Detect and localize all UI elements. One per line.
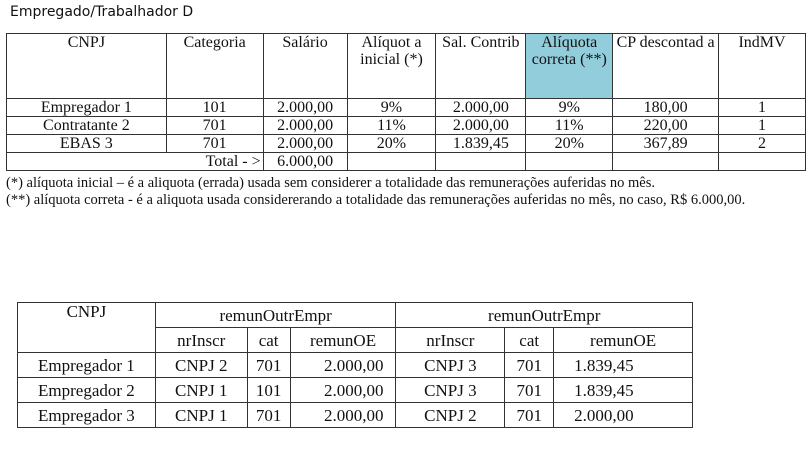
table-cell: 701 — [247, 353, 290, 378]
section-title: Empregado/Trabalhador D — [10, 4, 194, 20]
table-cell: Empregador 1 — [18, 353, 156, 378]
table-cell: CNPJ 3 — [396, 378, 505, 403]
table-cell: 701 — [166, 117, 263, 135]
header-cell: IndMV — [719, 34, 806, 99]
table-cell: 1 — [719, 117, 806, 135]
table-cell: Empregador 2 — [18, 378, 156, 403]
table-cell: 9% — [526, 99, 613, 117]
total-value: 6.000,00 — [263, 153, 347, 171]
table-cell: 9% — [347, 99, 436, 117]
table-cell: 1.839,45 — [554, 378, 693, 403]
table-cell: 2.000,00 — [263, 99, 347, 117]
header-cell: CNPJ — [7, 34, 167, 99]
table-cell: 2.000,00 — [290, 378, 396, 403]
table-cell: CNPJ 2 — [155, 353, 247, 378]
subheader-cell: nrInscr — [396, 328, 505, 353]
total-row — [7, 153, 806, 171]
header-cell-highlighted: Alíquota correta (**) — [526, 34, 613, 99]
table-cell: 367,89 — [613, 135, 719, 153]
table-row — [7, 117, 806, 135]
table-cell: 2.000,00 — [436, 117, 526, 135]
table-cell: Empregador 3 — [18, 403, 156, 428]
header-cell: Alíquot a inicial (*) — [347, 34, 436, 99]
table-cell: CNPJ 3 — [396, 353, 505, 378]
subheader-cell: remunOE — [290, 328, 396, 353]
contribution-table — [6, 33, 806, 171]
header-cell: Categoria — [166, 34, 263, 99]
table-cell: 701 — [166, 135, 263, 153]
table-cell: 180,00 — [613, 99, 719, 117]
table-cell: 701 — [505, 353, 554, 378]
table-header-row — [18, 303, 693, 328]
table-cell: 11% — [526, 117, 613, 135]
header-cell: Sal. Contrib — [436, 34, 526, 99]
table-cell: 11% — [347, 117, 436, 135]
table-cell: CNPJ 2 — [396, 403, 505, 428]
table-row — [7, 99, 806, 117]
table-cell: 20% — [526, 135, 613, 153]
table-row — [7, 135, 806, 153]
footnote: (**) alíquota correta - é a aliquota usada considererando a totalidade das remunerações auferidas no mês, no caso, R$ 6.000,00. — [6, 192, 746, 208]
header-cell: CP descontad a — [613, 34, 719, 99]
table-row — [18, 353, 693, 378]
header-cell: Salário — [263, 34, 347, 99]
table-row — [18, 378, 693, 403]
subheader-cell: nrInscr — [155, 328, 247, 353]
subheader-cell: cat — [247, 328, 290, 353]
table-cell: 2.000,00 — [290, 353, 396, 378]
table-row — [18, 403, 693, 428]
table-cell: CNPJ 1 — [155, 378, 247, 403]
table-header-row — [7, 34, 806, 99]
total-label: Total - > — [7, 153, 264, 171]
table-cell: Contratante 2 — [7, 117, 167, 135]
table-cell: 701 — [505, 403, 554, 428]
table-cell: 1 — [719, 99, 806, 117]
table-cell: 2 — [719, 135, 806, 153]
table-cell: 20% — [347, 135, 436, 153]
group-header: remunOutrEmpr — [396, 303, 693, 328]
table-cell: CNPJ 1 — [155, 403, 247, 428]
table-cell: EBAS 3 — [7, 135, 167, 153]
table-cell: 2.000,00 — [263, 135, 347, 153]
table-cell: 701 — [247, 403, 290, 428]
footnote: (*) alíquota inicial – é a aliquota (errada) usada sem considerer a totalidade das remunerações auferidas no mês. — [6, 175, 655, 191]
table-cell: 701 — [505, 378, 554, 403]
table-cell: 220,00 — [613, 117, 719, 135]
group-header: remunOutrEmpr — [155, 303, 396, 328]
table-cell: 2.000,00 — [554, 403, 693, 428]
table-cell: 1.839,45 — [436, 135, 526, 153]
footnotes — [6, 175, 796, 209]
table-cell: 2.000,00 — [290, 403, 396, 428]
subheader-cell: remunOE — [554, 328, 693, 353]
table-cell: 1.839,45 — [554, 353, 693, 378]
table-cell: 2.000,00 — [436, 99, 526, 117]
table-cell: 2.000,00 — [263, 117, 347, 135]
other-employers-table — [17, 302, 693, 428]
table-cell: Empregador 1 — [7, 99, 167, 117]
subheader-cell: cat — [505, 328, 554, 353]
table-cell: 101 — [166, 99, 263, 117]
table-cell: 101 — [247, 378, 290, 403]
header-cell: CNPJ — [18, 303, 156, 353]
